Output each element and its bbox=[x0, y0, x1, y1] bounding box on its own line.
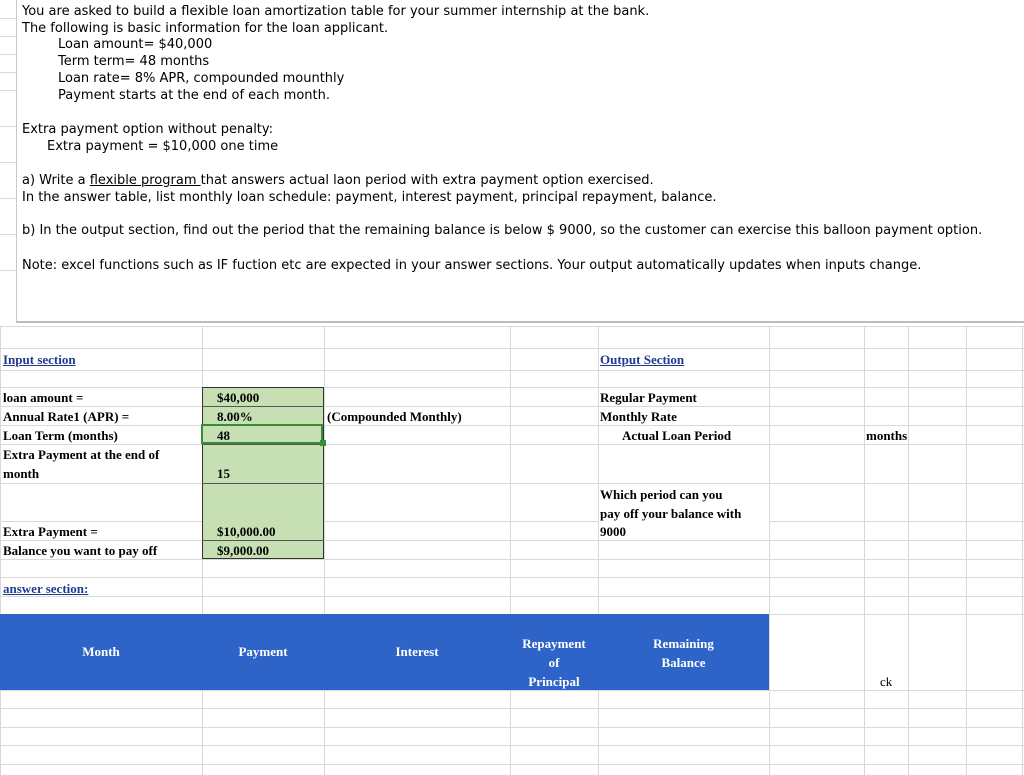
loan-term-input[interactable]: 48 bbox=[217, 428, 230, 443]
header-repayment-3: Principal bbox=[528, 674, 580, 689]
fill-handle[interactable] bbox=[320, 440, 326, 446]
output-section-title: Output Section bbox=[600, 352, 685, 367]
loan-amount-label: loan amount = bbox=[3, 390, 84, 405]
header-payment: Payment bbox=[238, 644, 288, 659]
loan-amount-input[interactable]: $40,000 bbox=[217, 390, 260, 405]
loan-term-label: Loan Term (months) bbox=[3, 428, 118, 443]
ck-label: ck bbox=[880, 674, 893, 689]
question-a-suffix: that answers actual laon period with extra payment option exercised. bbox=[200, 173, 654, 188]
header-repayment-1: Repayment bbox=[522, 636, 586, 651]
balance-payoff-label: Balance you want to pay off bbox=[3, 543, 158, 558]
annual-rate-label: Annual Rate1 (APR) = bbox=[3, 409, 130, 424]
extra-payment-input[interactable]: $10,000.00 bbox=[217, 524, 276, 539]
header-interest: Interest bbox=[395, 644, 439, 659]
months-unit: months bbox=[866, 428, 908, 443]
extra-month-input[interactable]: 15 bbox=[217, 466, 230, 481]
header-repayment-2: of bbox=[548, 655, 560, 670]
annual-rate-input[interactable]: 8.00% bbox=[217, 409, 253, 424]
extra-month-label-2: month bbox=[3, 466, 40, 481]
answer-table-header bbox=[0, 614, 769, 690]
header-remaining-2: Balance bbox=[661, 655, 706, 670]
which-period-line-3: 9000 bbox=[600, 524, 626, 539]
term-info: Term term= 48 months bbox=[58, 54, 210, 69]
instruction-line-2: The following is basic information for the loan applicant. bbox=[22, 21, 389, 36]
flexible-program-link[interactable]: flexible program bbox=[89, 173, 201, 188]
question-a-prefix: a) Write a bbox=[22, 173, 90, 188]
monthly-rate-label: Monthly Rate bbox=[600, 409, 677, 424]
instruction-line-1: You are asked to build a flexible loan amortization table for your summer internship at the bank. bbox=[22, 4, 650, 19]
input-section-title: Input section bbox=[3, 352, 76, 367]
extra-payment-label: Extra Payment = bbox=[3, 524, 98, 539]
question-b-line: b) In the output section, find out the period that the remaining balance is below $ 9000, so the customer can exercise this balloon payment option. bbox=[22, 223, 983, 238]
question-a-line-2: In the answer table, list monthly loan schedule: payment, interest payment, principal repayment, balance. bbox=[22, 190, 717, 205]
header-month: Month bbox=[82, 644, 120, 659]
extra-payment-heading: Extra payment option without penalty: bbox=[22, 122, 274, 137]
loan-amount-info: Loan amount= $40,000 bbox=[58, 37, 213, 52]
instructions-textbox[interactable] bbox=[16, 0, 1024, 323]
extra-payment-line: Extra payment = $10,000 one time bbox=[47, 139, 279, 154]
question-a-line-1 bbox=[22, 172, 654, 189]
payment-start-info: Payment starts at the end of each month. bbox=[58, 88, 330, 103]
header-remaining-1: Remaining bbox=[653, 636, 714, 651]
rate-info: Loan rate= 8% APR, compounded mounthly bbox=[58, 71, 345, 86]
which-period-line-1: Which period can you bbox=[600, 487, 723, 502]
balance-payoff-input[interactable]: $9,000.00 bbox=[217, 543, 269, 558]
extra-month-label-1: Extra Payment at the end of bbox=[3, 447, 160, 462]
actual-period-label: Actual Loan Period bbox=[622, 428, 732, 443]
regular-payment-label: Regular Payment bbox=[600, 390, 697, 405]
which-period-line-2: pay off your balance with bbox=[600, 506, 742, 521]
answer-section-title: answer section: bbox=[3, 581, 89, 596]
compounded-note: (Compounded Monthly) bbox=[327, 409, 462, 424]
note-line: Note: excel functions such as IF fuction etc are expected in your answer sections. Your output automatically updates when inputs change. bbox=[22, 258, 922, 273]
